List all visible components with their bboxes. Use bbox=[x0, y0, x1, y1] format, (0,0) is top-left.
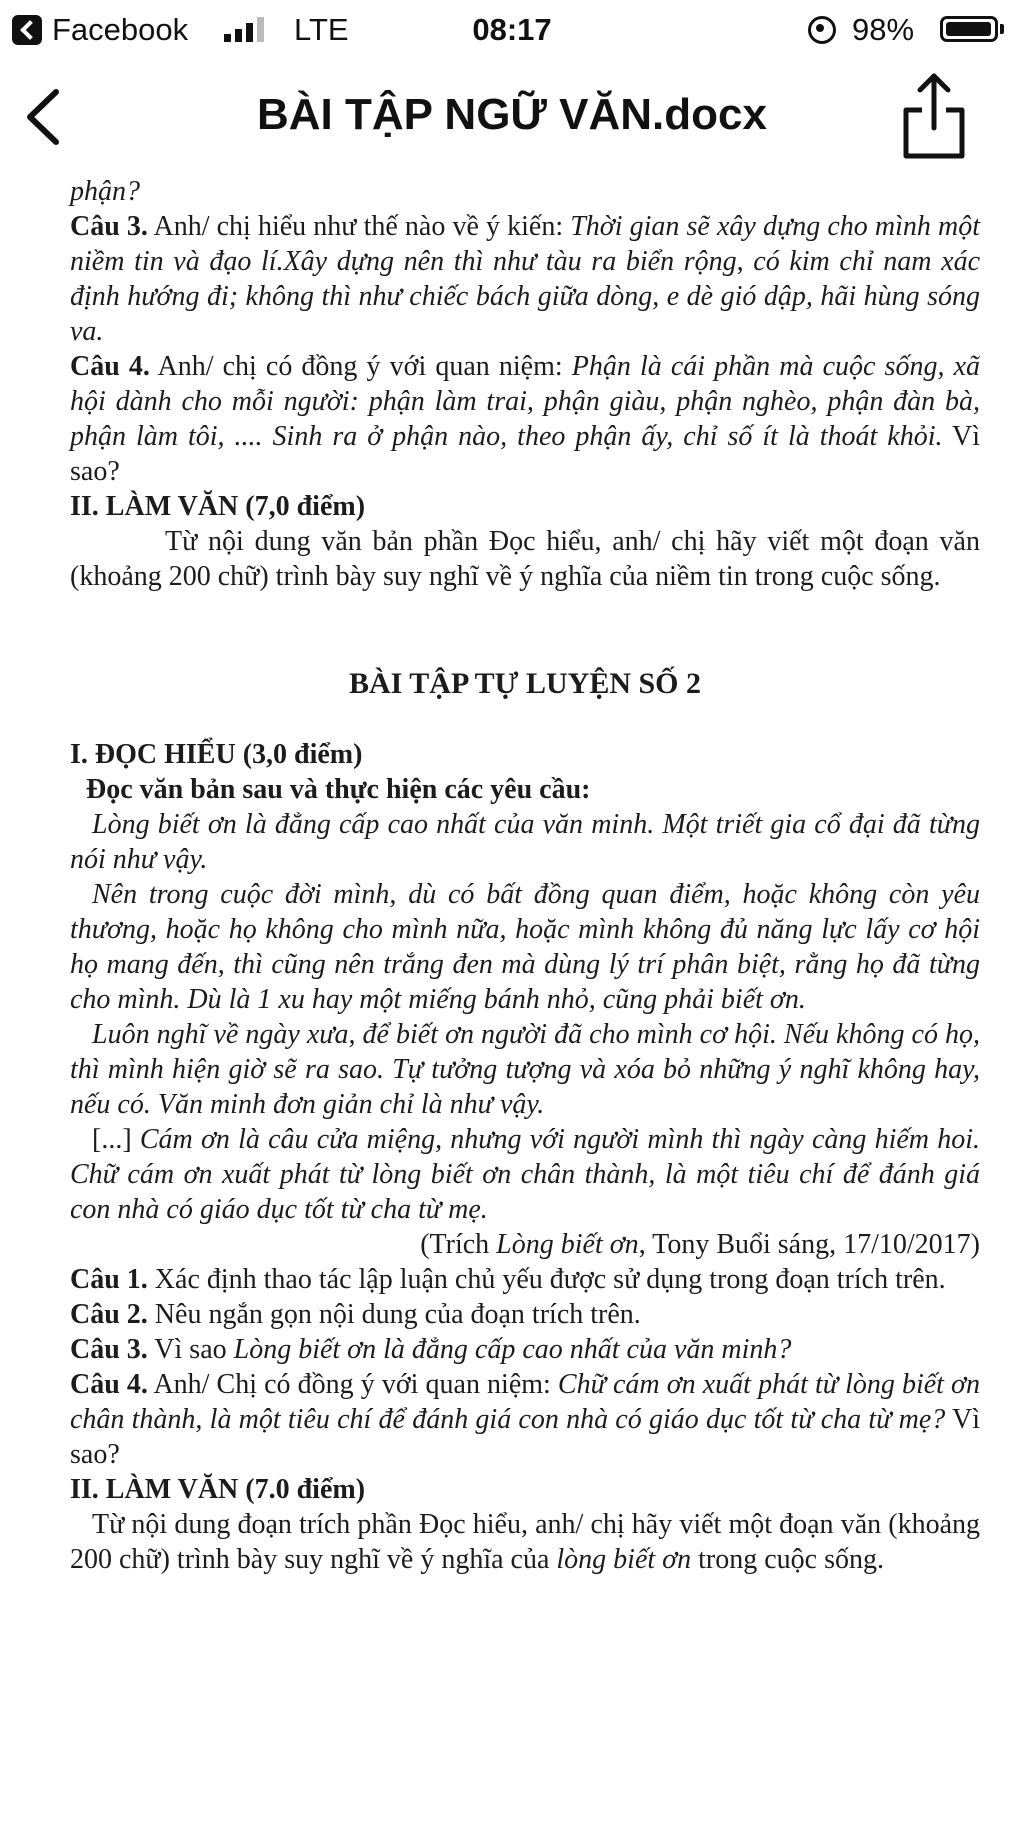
question-label: Câu 2. bbox=[70, 1299, 148, 1330]
share-button[interactable] bbox=[894, 68, 974, 164]
passage-paragraph bbox=[70, 807, 980, 877]
question-text: Anh/ chị hiểu như thế nào về ý kiến: bbox=[147, 211, 571, 242]
passage-paragraph bbox=[70, 877, 980, 1017]
question-quote: Thời gian sẽ xây dựng cho mình một niềm tin và đạo lí.Xây dựng nên thì như tàu ra biển rộng, có kim chỉ nam xác định hướng đi; không thì như chiếc bách giữa dòng, e dè gió dập, hãi hùng sóng va. bbox=[70, 211, 981, 347]
question-tail: Vì sao? bbox=[70, 1404, 981, 1470]
paragraph bbox=[70, 174, 980, 209]
essay-text-emphasis: lòng biết ơn bbox=[556, 1544, 692, 1575]
essay-prompt: Từ nội dung văn bản phần Đọc hiểu, anh/ chị hãy viết một đoạn văn (khoảng 200 chữ) trình bày suy nghĩ về ý nghĩa của niềm tin trong cuộc sống. bbox=[70, 526, 980, 592]
question-text: Xác định thao tác lập luận chủ yếu được sử dụng trong đoạn trích trên. bbox=[147, 1264, 946, 1295]
question-quote: Lòng biết ơn là đẳng cấp cao nhất của văn minh? bbox=[233, 1334, 792, 1365]
battery-icon bbox=[940, 16, 998, 42]
question-4 bbox=[70, 1367, 980, 1472]
orientation-lock-icon bbox=[808, 16, 836, 44]
question-label: Câu 3. bbox=[70, 211, 148, 242]
question-label: Câu 1. bbox=[70, 1264, 148, 1295]
question-label: Câu 4. bbox=[70, 351, 150, 382]
battery-percent: 98% bbox=[852, 12, 915, 47]
status-bar bbox=[0, 0, 1024, 58]
instruction: Đọc văn bản sau và thực hiện các yêu cầu: bbox=[86, 774, 591, 805]
question-2 bbox=[70, 1297, 980, 1332]
reading-heading: I. ĐỌC HIỂU (3,0 điểm) bbox=[70, 739, 363, 770]
question-quote: Phận là cái phần mà cuộc sống, xã hội dành cho mỗi người: phận làm trai, phận giàu, phận nghèo, phận đàn bà, phận làm tôi, .... Sinh ra ở phận nào, theo phận ấy, chỉ số ít là thoát khỏi. bbox=[70, 351, 980, 452]
section-title: BÀI TẬP TỰ LUYỆN SỐ 2 bbox=[348, 667, 702, 700]
essay-text: Từ nội dung đoạn trích phần Đọc hiểu, anh/ chị hãy viết một đoạn văn (khoảng 200 chữ) trình bày suy nghĩ về ý nghĩa của bbox=[70, 1509, 980, 1575]
back-button[interactable] bbox=[14, 82, 74, 152]
document-title: BÀI TẬP NGỮ VĂN.docx bbox=[257, 90, 767, 139]
navigation-bar bbox=[0, 60, 1024, 180]
question-label: Câu 4. bbox=[70, 1369, 148, 1400]
battery-tip bbox=[1000, 24, 1004, 34]
question-4 bbox=[70, 349, 980, 489]
passage-source bbox=[70, 1227, 980, 1262]
document-content[interactable] bbox=[70, 174, 980, 1577]
question-quote: Chữ cám ơn xuất phát từ lòng biết ơn chân thành, là một tiêu chí để đánh giá con nhà có giáo dục tốt từ cha từ mẹ? bbox=[70, 1369, 980, 1435]
passage-text: Nên trong cuộc đời mình, dù có bất đồng quan điểm, hoặc không còn yêu thương, hoặc họ không cho mình nữa, hoặc mình không đủ năng lực lấy cơ hội họ mang đến, thì cũng nên trắng đen mà dùng lý trí phân biệt, rằng họ đã từng cho mình. Dù là 1 xu hay một miếng bánh nhỏ, cũng phải biết ơn. bbox=[70, 879, 980, 1015]
source-prefix: (Trích bbox=[420, 1229, 497, 1260]
question-3 bbox=[70, 1332, 980, 1367]
share-icon bbox=[894, 68, 974, 164]
question-text: Anh/ chị có đồng ý với quan niệm: bbox=[149, 351, 572, 382]
question-text: Anh/ Chị có đồng ý với quan niệm: bbox=[147, 1369, 558, 1400]
essay-text: trong cuộc sống. bbox=[691, 1544, 884, 1575]
essay-heading: II. LÀM VĂN (7,0 điểm) bbox=[70, 491, 366, 522]
question-tail: Vì sao? bbox=[70, 421, 980, 487]
source-suffix: , Tony Buổi sáng, 17/10/2017) bbox=[638, 1229, 980, 1260]
passage-paragraph bbox=[70, 1122, 980, 1227]
back-app-label: Facebook bbox=[52, 12, 189, 47]
passage-paragraph bbox=[70, 1017, 980, 1122]
question-1 bbox=[70, 1262, 980, 1297]
clock: 08:17 bbox=[472, 12, 552, 47]
battery-level-fill bbox=[946, 22, 991, 36]
question-text: Nêu ngắn gọn nội dung của đoạn trích trên. bbox=[147, 1299, 641, 1330]
ellipsis-marker: [...] bbox=[92, 1124, 132, 1155]
passage-text: Luôn nghĩ về ngày xưa, để biết ơn người đã cho mình cơ hội. Nếu không có họ, thì mình hiện giờ sẽ ra sao. Tự tưởng tượng và xóa bỏ những ý nghĩ không hay, nếu có. Văn minh đơn giản chỉ là như vậy. bbox=[70, 1019, 980, 1120]
network-label: LTE bbox=[294, 12, 349, 47]
question-label: Câu 3. bbox=[70, 1334, 148, 1365]
source-title: Lòng biết ơn bbox=[496, 1229, 639, 1260]
essay-prompt bbox=[70, 1507, 980, 1577]
chevron-left-icon bbox=[14, 82, 74, 152]
question-3 bbox=[70, 209, 980, 349]
passage-text: Lòng biết ơn là đẳng cấp cao nhất của văn minh. Một triết gia cổ đại đã từng nói như vậy. bbox=[70, 809, 980, 875]
text-fragment: phận? bbox=[70, 176, 140, 207]
essay-heading: II. LÀM VĂN (7.0 điểm) bbox=[70, 1474, 366, 1505]
passage-text: Cám ơn là câu cửa miệng, nhưng với người mình thì ngày càng hiếm hoi. Chữ cám ơn xuất phát từ lòng biết ơn chân thành, là một tiêu chí để đánh giá con nhà có giáo dục tốt từ cha từ mẹ. bbox=[70, 1124, 980, 1225]
question-text: Vì sao bbox=[147, 1334, 234, 1365]
